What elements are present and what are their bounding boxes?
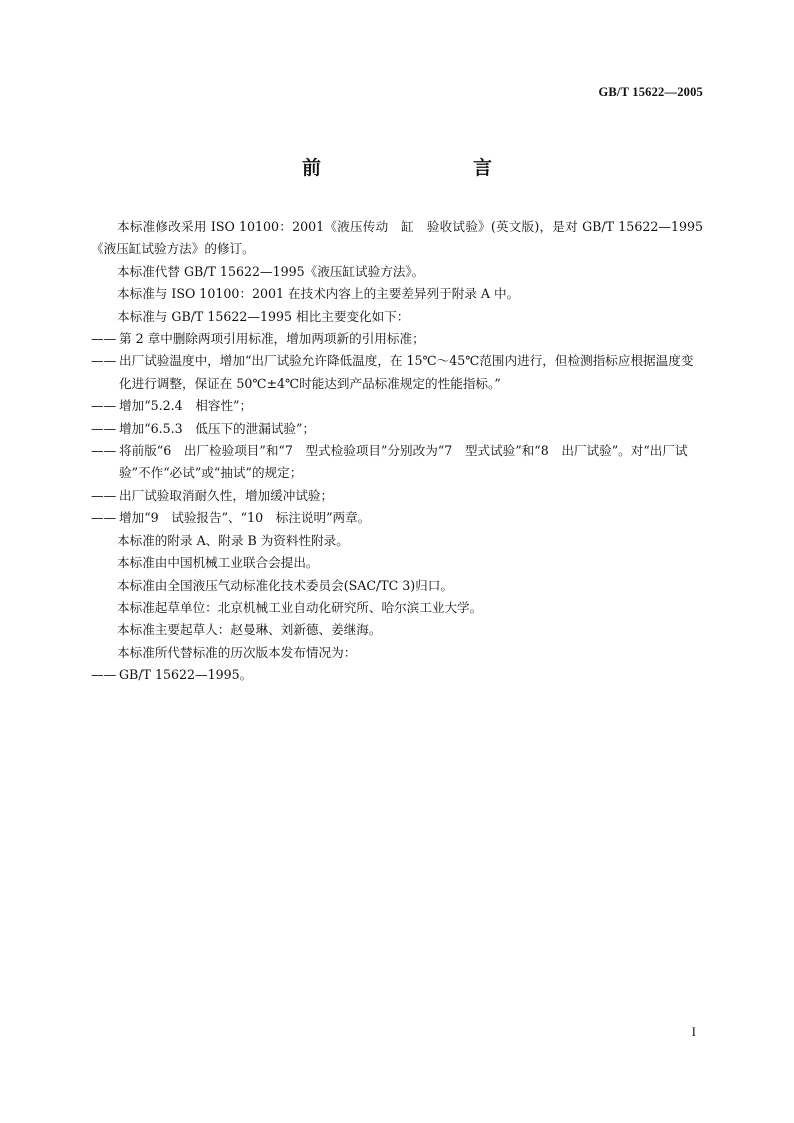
change-item <box>91 485 703 507</box>
history-item <box>91 664 703 686</box>
change-text: 第 2 章中删除两项引用标准，增加两项新的引用标准； <box>119 331 425 347</box>
paragraph: 本标准的附录 A、附录 B 为资料性附录。 <box>117 532 349 548</box>
paragraph: 本标准代替 GB/T 15622—1995《液压缸试验方法》。 <box>117 263 425 279</box>
dash-mark: —— <box>91 420 117 436</box>
page-title: 前 言 <box>301 157 530 179</box>
paragraph: 本标准由中国机械工业联合会提出。 <box>117 555 319 571</box>
paragraph: 本标准与 ISO 10100：2001 在技术内容上的主要差异列于附录 A 中。 <box>117 286 520 302</box>
dash-mark: —— <box>91 353 117 369</box>
change-item <box>91 440 703 485</box>
change-text: 出厂试验温度中，增加“出厂试验允许降低温度，在 15℃～45℃范围内进行，但检测指标应根据温度变化进行调整，保证在 50℃±4℃时能达到产品标准规定的性能指标。” <box>119 353 694 391</box>
paragraph: 本标准主要起草人：赵曼琳、刘新德、姜继海。 <box>117 622 382 638</box>
dash-mark: —— <box>91 398 117 414</box>
change-text: 将前版“6 出厂检验项目”和“7 型式检验项目”分别改为“7 型式试验”和“8 出厂试验”。对“出厂试验”不作“必试”或“抽试”的规定； <box>119 443 688 481</box>
change-text: 增加“9 试验报告”、“10 标注说明”两章。 <box>119 510 371 526</box>
standard-code: GB/T 15622—2005 <box>598 85 703 99</box>
dash-mark: —— <box>91 331 117 347</box>
change-text: 增加“6.5.3 低压下的泄漏试验”； <box>119 420 316 436</box>
dash-mark: —— <box>91 667 117 683</box>
page-number: I <box>691 1024 696 1039</box>
dash-mark: —— <box>91 510 117 526</box>
dash-mark: —— <box>91 443 117 459</box>
change-item <box>91 418 703 440</box>
paragraph: 本标准所代替标准的历次版本发布情况为： <box>117 644 357 660</box>
paragraph: 本标准起草单位：北京机械工业自动化研究所、哈尔滨工业大学。 <box>117 599 483 615</box>
history-text: GB/T 15622—1995。 <box>119 667 253 683</box>
foreword-body <box>91 216 703 687</box>
dash-mark: —— <box>91 487 117 503</box>
paragraph: 本标准修改采用 ISO 10100：2001《液压传动 缸 验收试验》(英文版)，是对 GB/T 15622—1995《液压缸试验方法》的修订。 <box>91 219 703 257</box>
change-item <box>91 395 703 417</box>
paragraph: 本标准与 GB/T 15622—1995 相比主要变化如下： <box>117 308 410 324</box>
change-item <box>91 507 703 529</box>
change-text: 增加“5.2.4 相容性”； <box>119 398 253 414</box>
change-text: 出厂试验取消耐久性，增加缓冲试验； <box>119 487 334 503</box>
change-item <box>91 350 703 395</box>
paragraph: 本标准由全国液压气动标准化技术委员会(SAC/TC 3)归口。 <box>117 577 453 593</box>
change-item <box>91 328 703 350</box>
